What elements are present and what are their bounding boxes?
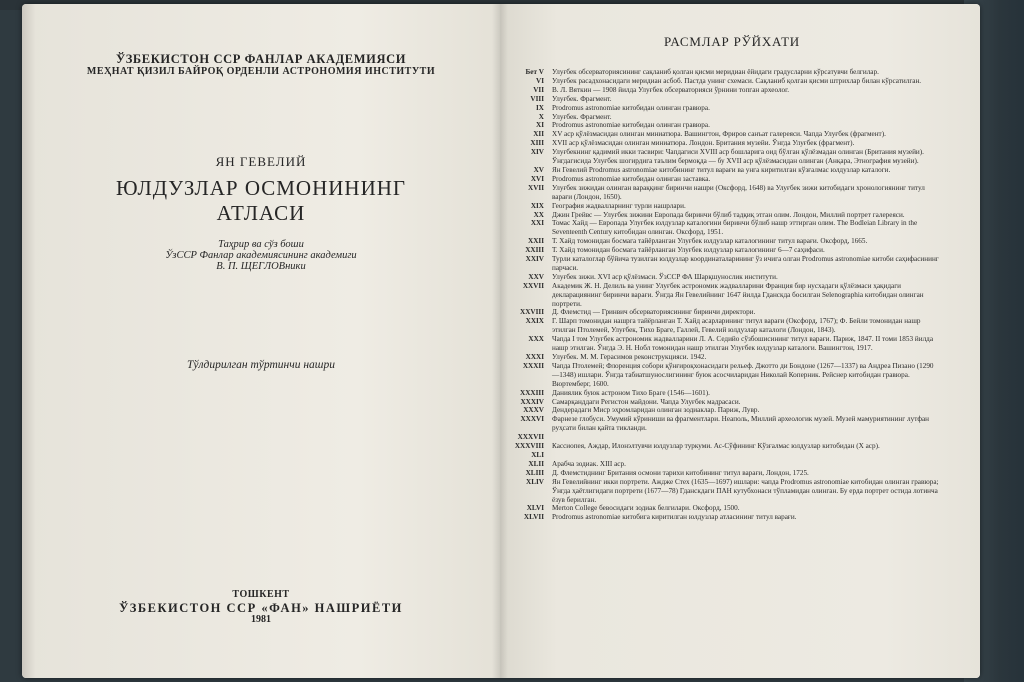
list-item-text: Улуғбекнинг қадимий икки тасвири: Чапдагиси XVIII аср бошларига оид бўлган қўлёзмадан олинган (Британия музейи). Ўнгдагисида Улуғбек шогирдига таълим бермоқда — бу XVII аср қўлёзмасидан олинган (Анқара, Этнография музейи). bbox=[552, 148, 924, 166]
list-item-number: XLII bbox=[528, 459, 544, 468]
list-item-text: Чапда Птолемей; Флоренция собори қўнғироқхонасидаги рельеф. Джотто ди Бондоне (1267—1337) ва Андреа Пизано (1290—1348) ишлари. Ўнгда табиатшунослигининг буюк асосчиларидан Николай Коперник. Рейснер китобидан гравюра. Вюртемберг, 1600. bbox=[552, 361, 934, 388]
list-item bbox=[500, 317, 940, 335]
list-item-text: В. Л. Вяткин — 1908 йилда Улуғбек обсерваторияси ўрнини топган археолог. bbox=[552, 85, 790, 94]
list-item bbox=[500, 335, 940, 353]
list-item-text: Улуғбек. М. М. Герасимов реконструкцияси. 1942. bbox=[552, 353, 707, 361]
list-item-number: Бет V bbox=[525, 68, 544, 76]
list-item bbox=[500, 478, 940, 505]
list-item-number: XV bbox=[533, 165, 544, 174]
list-item bbox=[500, 166, 940, 175]
list-item bbox=[500, 86, 940, 95]
list-item-number: XX bbox=[533, 210, 544, 219]
list-item bbox=[500, 219, 940, 237]
list-item-text: Улуғбек зижи. XVI аср қўлёзмаси. ЎзССР ФА Шарқшунослик институти. bbox=[552, 272, 778, 281]
institution-line-2: МЕҲНАТ ҚИЗИЛ БАЙРОҚ ОРДЕНЛИ АСТРОНОМИЯ ИНСТИТУТИ bbox=[86, 66, 436, 77]
list-item-text: Улуғбек обсерваториясининг сақланиб қолган қисми меридиан ёйидаги градусларни кўрсатувчи белгилар. bbox=[552, 68, 879, 76]
list-item-number: XVII bbox=[528, 183, 544, 192]
list-item-text: Томас Хайд — Европада Улуғбек юлдузлар каталогини биринчи бўлиб нашр эттирган олим. The Bodleian Library in the Seventeenth Century китобидан олинган. Оксфорд, 1951. bbox=[552, 219, 918, 237]
list-item-number: XII bbox=[533, 130, 544, 139]
list-item-text: Д. Флемстид — Гринвич обсерваториясининг биринчи директори. bbox=[552, 308, 756, 317]
page-edge-shadow bbox=[22, 4, 36, 678]
list-item-number: XLI bbox=[531, 450, 544, 459]
list-item-number: IX bbox=[536, 103, 544, 112]
list-item-text: XV аср қўлёзмасидан олинган миниатюра. Вашингтон, Фриров санъат галереяси. Чапда Улуғбек (фрагмент). bbox=[552, 130, 886, 139]
book-spread bbox=[22, 4, 980, 678]
list-item-text: Дендерадаги Миср эҳромларидан олинган зодиаклар. Париж, Лувр. bbox=[552, 406, 760, 415]
publisher: ЎЗБЕКИСТОН ССР «ФАН» НАШРИЁТИ bbox=[119, 601, 403, 615]
list-item-number: XXIII bbox=[525, 246, 544, 255]
list-item bbox=[500, 415, 940, 433]
list-item-text: Prodromus astronomiae китобига киритилган юлдузлар атласининг титул варағи. bbox=[552, 513, 797, 522]
list-item-text: Ян Гевелийнинг икки портрети. Аждже Стех (1635—1697) ишлари: чапда Prodromus astronomiae китобидан олинган гравюра; Ўнгда ҳаётлигидаги портрети (1677—78) Гданскдаги ПАН кутубхонаси тўпламидан олинган. Бу ерда портрет остида лотинча ёзув берилган. bbox=[552, 477, 939, 504]
list-item-text: Турли каталоглар бўйича тузилган юлдузлар координаталарининг ўз ичига олган Prodromus astronomiae китоби саҳифасининг парчаси. bbox=[552, 255, 939, 272]
list-item bbox=[500, 469, 940, 478]
list-item bbox=[500, 68, 940, 77]
list-item-number: XXXII bbox=[522, 361, 544, 370]
list-item-text: Чапда I том Улуғбек астрономик жадвалларини Л. А. Седийо сўзбошисининг титул варағи. Париж, 1847. II томи 1853 йилда нашр этилган. Ўнгда Э. Н. Нобл томонидан нашр этилган Улуғбек юлдузлар каталоги. Вашингтон, 1917. bbox=[552, 335, 934, 353]
list-item-text: Д. Флемстиднинг Британия осмони тарихи китобининг титул варағи, Лондон, 1725. bbox=[552, 468, 809, 477]
list-item-number: XLIII bbox=[525, 468, 544, 477]
list-item-number: XXXVI bbox=[520, 415, 544, 424]
list-title: РАСМЛАР РЎЙХАТИ bbox=[663, 34, 800, 49]
list-item-number: XI bbox=[536, 121, 544, 130]
list-item-text: Джин Грейвс — Улуғбек зижини Европада биринчи бўлиб тадқиқ этган олим. Лондон, Миллий портрет галереяси. bbox=[552, 210, 905, 219]
list-item-number: X bbox=[538, 112, 544, 121]
list-item bbox=[500, 255, 940, 273]
list-item bbox=[500, 139, 940, 148]
list-item-text bbox=[552, 451, 940, 460]
list-item bbox=[500, 211, 940, 220]
list-item bbox=[500, 104, 940, 113]
list-item-number: VII bbox=[533, 85, 544, 94]
list-item-number: XXIV bbox=[525, 255, 544, 264]
title-line-1: ЮЛДУЗЛАР ОСМОНИНИНГ bbox=[115, 176, 407, 200]
list-item-text: Prodromus astronomiae китобидан олинган гравюра. bbox=[552, 121, 710, 130]
list-item bbox=[500, 504, 940, 513]
city: ТОШКЕНТ bbox=[232, 589, 290, 600]
list-item-number: XXXV bbox=[523, 406, 544, 415]
list-item-number: XVI bbox=[530, 174, 544, 183]
list-item bbox=[500, 513, 940, 522]
list-item-number: XXXVII bbox=[517, 433, 544, 442]
list-item bbox=[500, 246, 940, 255]
list-item-text: Т. Хайд томонидан босмага тайёрланган Улуғбек юлдузлар каталогининг титул варағи. Оксфорд, 1665. bbox=[552, 237, 868, 246]
list-item bbox=[500, 398, 940, 407]
editor-line-3: В. П. ЩЕГЛОВники bbox=[216, 261, 306, 272]
list-item-text: Prodromus astronomiae китобидан олинган заставка. bbox=[552, 174, 711, 183]
list-item bbox=[500, 202, 940, 211]
list-item-text: Академик Ж. Н. Делиль ва унинг Улуғбек астрономик жадвалларини Франция бир нусхадаги қўлёзмаси ҳақидаги декларациянинг биринчи варағи. Ўнгда Ян Гевелийнинг 1647 йилда Гданскда босилган Selenographia китобидан олинган портрети. bbox=[552, 281, 924, 308]
list-item-number: XLVII bbox=[523, 513, 544, 522]
list-item bbox=[500, 130, 940, 139]
list-item bbox=[500, 353, 940, 362]
list-item-number: XXII bbox=[528, 237, 544, 246]
list-item-number: VIII bbox=[530, 94, 544, 103]
list-item-text: Улуғбек расадхонасидаги меридиан асбоб. Пастда унинг схемаси. Сақланиб қолган қисми штрихлар билан кўрсатилган. bbox=[552, 76, 922, 85]
editor-block bbox=[22, 239, 500, 272]
list-item-number: XXXIII bbox=[520, 388, 544, 397]
list-item bbox=[500, 175, 940, 184]
list-item-number: XXIX bbox=[525, 317, 544, 326]
list-item bbox=[500, 442, 940, 451]
list-item bbox=[500, 184, 940, 202]
list-item bbox=[500, 433, 940, 442]
list-item-text: Улуғбек зижидан олинган вараққинг биринчи нашри (Оксфорд, 1648) ва Улуғбек зижи китобидаги хронологиянинг титул варағи (Лондон, 1650). bbox=[552, 183, 925, 201]
list-item-text: Prodromus astronomiae китобидан олинган гравюра. bbox=[552, 103, 710, 112]
author: ЯН ГЕВЕЛИЙ bbox=[215, 154, 307, 169]
list-item-number: XXV bbox=[528, 272, 544, 281]
list-item-text: Арабча зодиак. XIII аср. bbox=[552, 459, 626, 468]
list-item-text: Фарнезе глобуси. Умумий кўриниши ва фрагментлари. Неаполь, Миллий археологик музей. Музей мамуриятининг лутфан руҳсати билан қайта тикланди. bbox=[552, 415, 930, 433]
list-item-text: Г. Шарп томонидан нашрга тайёрланган Т. Хайд асарларининг титул варағи (Оксфорд, 1767); Ф. Бейли томонидан нашр этилган Птолемей, Улуғбек, Тихо Браге, Галлей, Гевелий юлдузлар каталоги (Лондон, 1843). bbox=[552, 317, 921, 335]
list-item-text: Т. Хайд томонидан босмага тайёрланган Улуғбек юлдузлар каталогининг 6—7 саҳифаси. bbox=[552, 246, 825, 255]
list-item bbox=[500, 121, 940, 130]
list-item-number: XIX bbox=[530, 201, 544, 210]
list-item bbox=[500, 362, 940, 389]
list-item-text: Merton College бевосидаги зодиак белгилари. Оксфорд, 1500. bbox=[552, 504, 740, 513]
list-item-text: География жадвалларнинг турли нашрлари. bbox=[552, 201, 686, 210]
list-item-text: Улуғбек. Фрагмент. bbox=[552, 94, 612, 103]
list-item-text: Ян Гевелий Prodromus astronomiae китобининг титул варағи ва унга киритилган кўзғалмас юлдузлар каталоги. bbox=[552, 165, 891, 174]
editor-line-2: ЎзССР Фанлар академиясининг академиги bbox=[165, 250, 357, 261]
institution-line-1: ЎЗБЕКИСТОН ССР ФАНЛАР АКАДЕМИЯСИ bbox=[115, 52, 407, 66]
list-item-number: XIII bbox=[530, 139, 544, 148]
list-item-text: Кассиопея, Аждар, Илонэлтувчи юлдузлар туркуми. Ас-Сўфининг Кўзғалмас юлдузлар китобидан (Х аср). bbox=[552, 442, 880, 451]
title-line-2: АТЛАСИ bbox=[216, 201, 306, 225]
list-item bbox=[500, 273, 940, 282]
list-item bbox=[500, 237, 940, 246]
list-item-text bbox=[552, 433, 940, 442]
list-item-text: Самарқанддаги Регистон майдони. Чапда Улуғбек мадрасаси. bbox=[552, 397, 741, 406]
list-item-number: VI bbox=[536, 76, 544, 85]
edition: Тўлдирилган тўртинчи нашри bbox=[187, 359, 335, 371]
list-item bbox=[500, 95, 940, 104]
illustration-list bbox=[500, 68, 940, 522]
list-item-number: XXXI bbox=[525, 353, 544, 361]
list-item-text: Даниялик буюк астроном Тихо Браге (1546—1601). bbox=[552, 388, 710, 397]
year: 1981 bbox=[251, 614, 271, 625]
list-item bbox=[500, 113, 940, 122]
list-item-number: XXXVIII bbox=[514, 442, 544, 451]
list-item-text: Улуғбек. Фрагмент. bbox=[552, 112, 612, 121]
list-item bbox=[500, 77, 940, 86]
list-item-number: XXI bbox=[530, 219, 544, 228]
list-item-number: XXVIII bbox=[520, 308, 544, 317]
list-item bbox=[500, 460, 940, 469]
list-item bbox=[500, 389, 940, 398]
list-item-number: XIV bbox=[530, 148, 544, 157]
list-item-text: XVII аср қўлёзмасидан олинган миниатюра. Лондон. Британия музейи. Ўнгда Улуғбек (фрагмент). bbox=[552, 139, 855, 148]
left-page bbox=[22, 4, 500, 678]
list-item-number: XXX bbox=[528, 335, 544, 344]
editor-line-1: Таҳрир ва сўз боши bbox=[218, 239, 304, 250]
list-item-number: XXXIV bbox=[520, 397, 544, 406]
list-item-number: XLIV bbox=[526, 477, 544, 486]
list-item-number: XLVI bbox=[526, 504, 544, 513]
list-item bbox=[500, 451, 940, 460]
list-item bbox=[500, 282, 940, 309]
list-item bbox=[500, 308, 940, 317]
list-item-number: XXVII bbox=[522, 281, 544, 290]
list-item bbox=[500, 406, 940, 415]
list-item bbox=[500, 148, 940, 166]
